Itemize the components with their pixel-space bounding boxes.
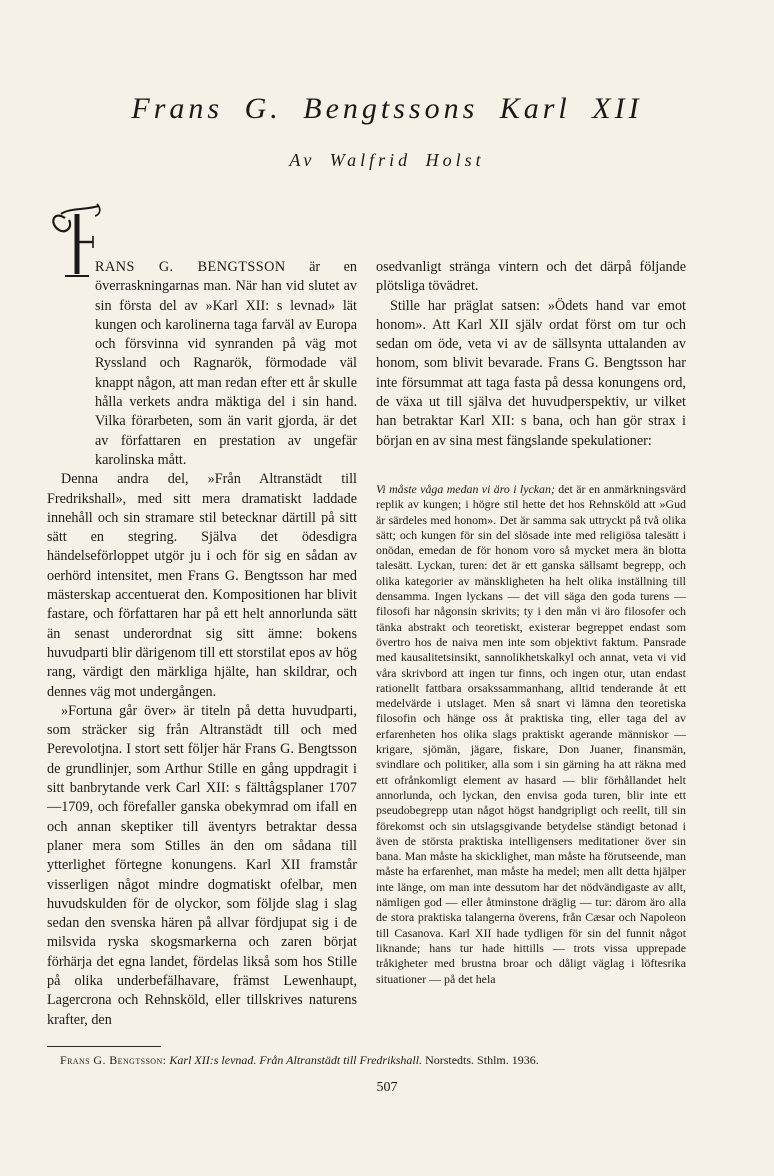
footnote	[60, 1052, 700, 1068]
paragraph	[47, 258, 357, 470]
paragraph: Stille har präglat satsen: »Ödets hand var emot honom». Att Karl XII själv ordat först om tur och sedan om öde, veta vi av de sällsynta uttalanden av honom, som blivit bevarade. Frans G. Bengtsson har inte försummat att taga fasta på dessa konungens ord, de växa ut till själva det huvudperspektiv, ur vilket han betraktar Karl XII: s bana, och han gör strax i början en av sina mest fängslande spekulationer:	[376, 297, 686, 449]
left-column	[47, 258, 357, 1030]
article-title: Frans G. Bengtssons Karl XII	[131, 92, 643, 125]
paragraph: osedvanligt stränga vintern och det därpå följande plötsliga tövädret.	[376, 259, 686, 295]
footnote-author: Frans G. Bengtsson:	[60, 1053, 167, 1067]
page-number: 507	[376, 1080, 398, 1095]
footnote-publisher: Norstedts. Sthlm. 1936.	[425, 1053, 539, 1067]
opening-smallcaps: RANS G. BENGTSSON	[95, 259, 286, 275]
block-quote	[376, 482, 686, 987]
footnote-rule	[47, 1046, 161, 1047]
right-column	[376, 258, 686, 451]
footnote-title: Karl XII:s levnad. Från Altranstädt till Fredrikshall.	[169, 1053, 423, 1067]
opening-text: är en överraskningarnas man. När han vid slutet av sin första del av »Karl XII: s levnad» lät kungen och karolinerna taga farväl av Europa och försvinna vid synranden på väg mot Ryssland och Ragnarök, förmodade väl knappt någon, att man redan efter ett år skulle hålla verkets andra mäktiga del i sin hand. Vilka förarbeten, som än varit gjorda, är det av författaren en prestation av ungefär karolinska mått.	[95, 259, 357, 468]
article-author: Av Walfrid Holst	[289, 150, 485, 170]
quote-lead: Vi måste våga medan vi äro i lyckan;	[376, 482, 555, 496]
paragraph: Denna andra del, »Från Altranstädt till Fredrikshall», med sitt mera dramatiskt laddade innehåll och sin stramare stil betecknar därtill på sitt sätt en stegring. Själva det ödesdigra händelseförloppet utgör ju i och för sig en sådan av oerhörd intensitet, men Frans G. Bengtsson har med mästerskap accentuerat den. Kompositionen har blivit fastare, och författaren har på ett helt annorlunda sätt än senast underordnat sig sitt ämne: bokens huvudparti blir därigenom till ett storstilat epos av hög rang, värdigt den märkliga hjälte, han skildrar, och dennes väg mot undergången.	[47, 471, 357, 700]
quote-text: det är en anmärkningsvärd replik av kungen; i högre stil hette det hos Rehnsköld att »Gud är särdeles med honom». Det är samma sak uttryckt på två olika sätt; och kungen för sin del slösade inte med religiösa talesätt i onödan, emedan de för honom voro så mycket mera än blotta talesätt. Lyckan, turen: det är ett ganska sällsamt begrepp, och olika kategorier av mänskligheten ha helt olika inställning till densamma. Ingen lyckans — det vill säga den goda turens — filosofi har någonsin skrivits; ty i den mån vi äro filosofer och tänka abstrakt och teoretiskt, existerar begreppet endast som övertro hos de naiva men inte som objektivt faktum. Pansrade med kausalitetsinsikt, sannolikhetskalkyl och annat, veta vi vid våra skrivbord att ingen tur finns, och ingen otur, utan endast rationellt fattbara orsakssammanhang, alltid tenderande åt ett medelvärde i utslaget. Men så snart vi lämna den teoretiska filosofin och hänge oss åt praktiska ting, eller taga del av erfarenheten hos olika slags praktiskt agerande människor — krigare, sjömän, jägare, fiskare, Don Juaner, finansmän, svindlare och politiker, alla som i sin gärning ha att räkna med ett ofrånkomligt element av hasard — blir förhållandet helt annorlunda, och lyckan, den envisa goda turen, blir inte ett pseudobegrepp utan något högst handgripligt och reellt, till sin förekomst och sin utslagsgivande betydelse ständigt betonad i även de största praktiska intelligensers meditationer över sin bana. Man måste ha skicklighet, man måste ha förutseende, man måste ha erfarenhet, man måste ha medel; men allt detta hjälper inte länge, om man inte dessutom har det nödvändigaste av allt, nämligen god — eller åtminstone dräglig — tur: därom äro alla de stora praktiska talangerna överens, från Cæsar och Napoleon till Casanova. Karl XII hade tydligen för sin del funnit något liknande; hans tur hade hittills — trots vissa upprepade tråkigheter med brustna broar och dåligt väglag i löftesrika situationer — på det hela	[376, 482, 686, 986]
paragraph: »Fortuna går över» är titeln på detta huvudparti, som sträcker sig från Altranstädt till och med Perevolotjna. I stort sett följer här Frans G. Bengtsson de grundlinjer, som Arthur Stille en gång uppdragit i sitt banbrytande verk Carl XII: s fälttågsplaner 1707—1709, och förefaller ganska obekymrad om ifall en och annan skeptiker till äventyrs betraktar dessa planer mera som Stilles än den om sådana till ytterlighet förtegne konungens. Karl XII framstår visserligen något mindre dogmatiskt ofelbar, men huvudskulden för de olyckor, som följde slag i slag sedan den svenska hären på allvar fördjupat sig i de milsvida ryska skogsmarkerna och zaren börjat förhärja det egna landet, fördelas likså som hos Stille på olika underbefälhavare, främst Lewenhaupt, Lagercrona och Rehnsköld, eller tillskrives naturens krafter, den	[47, 702, 357, 1028]
